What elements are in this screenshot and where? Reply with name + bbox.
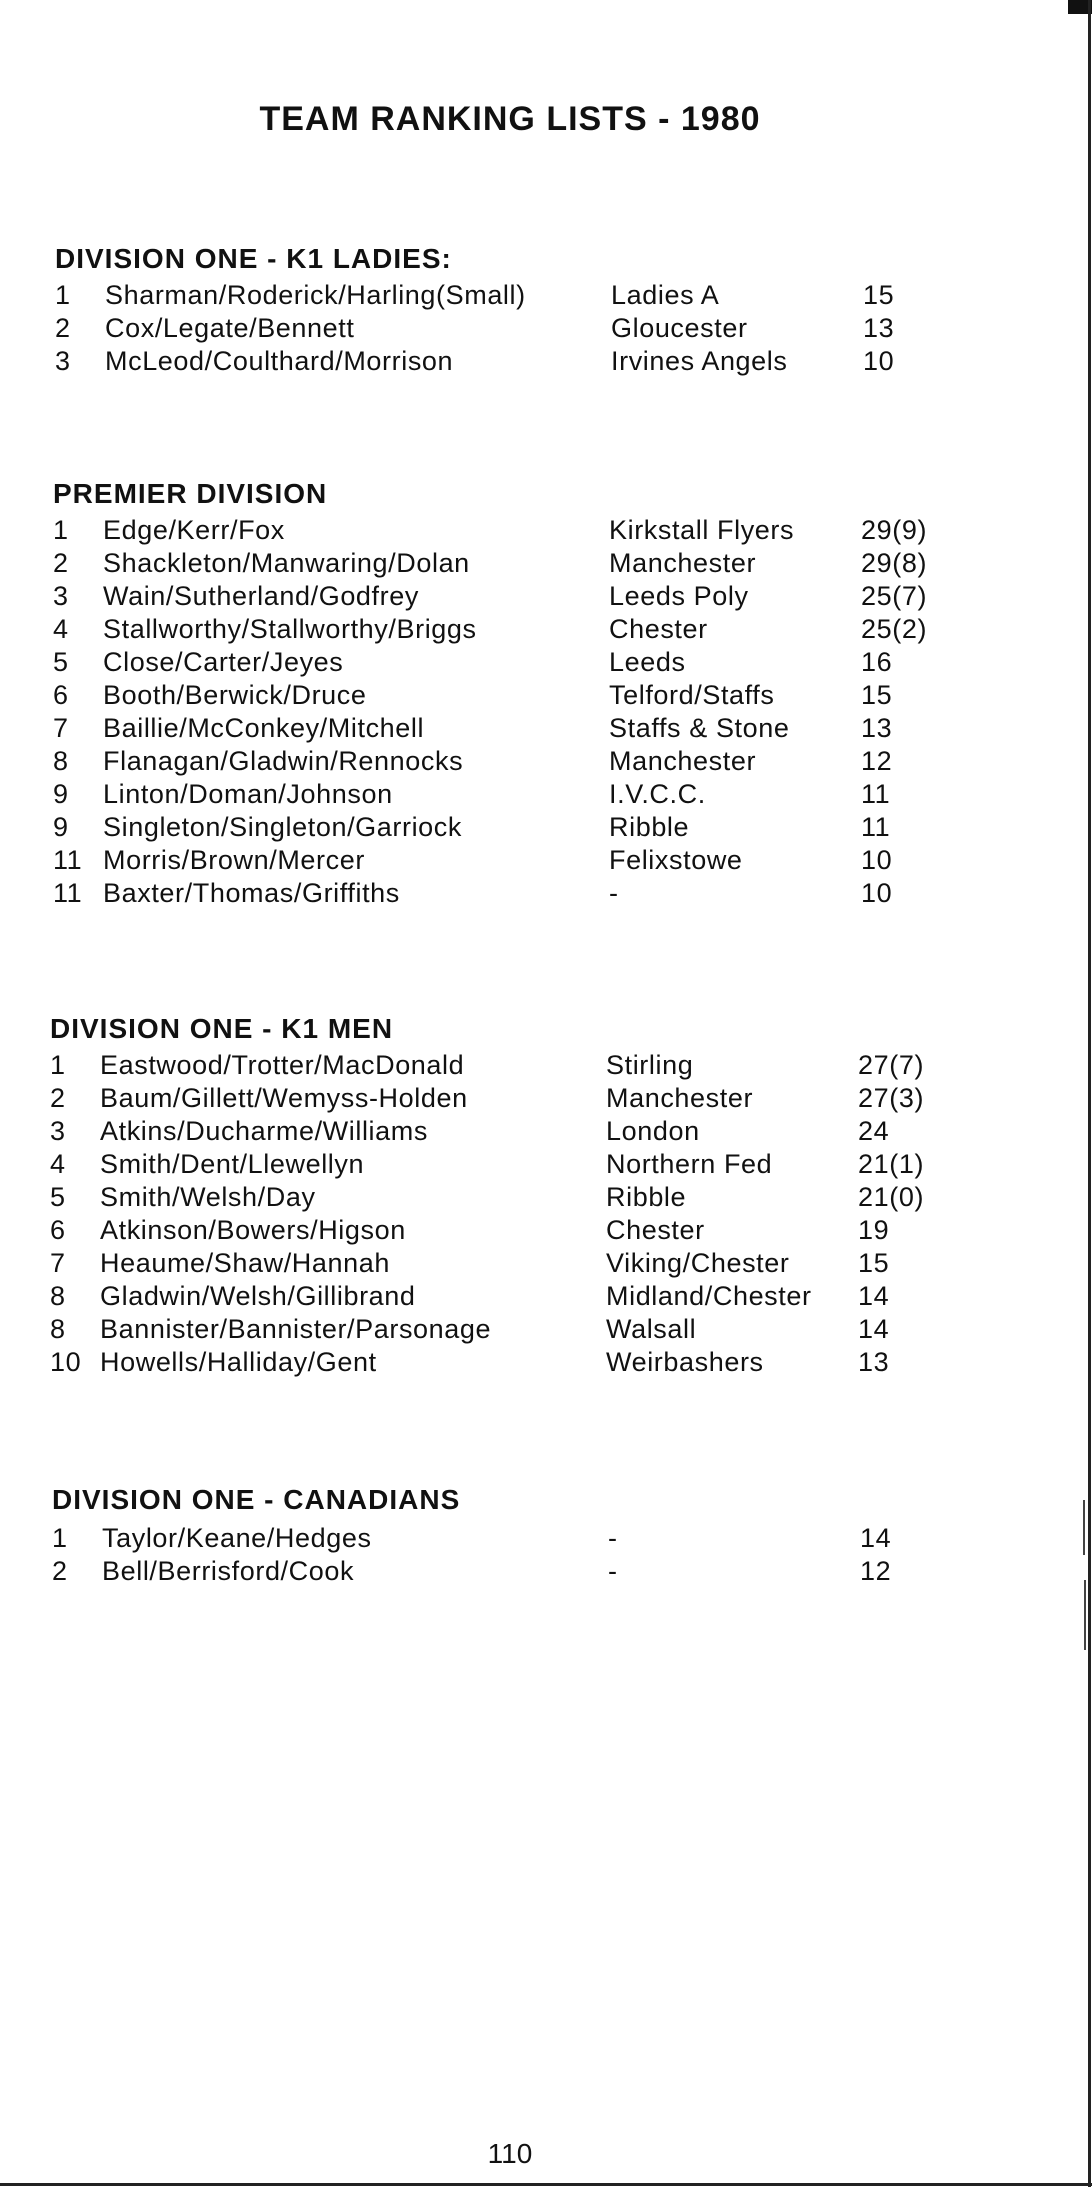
score-cell: 25(2) xyxy=(861,614,928,644)
page-right-edge xyxy=(1088,0,1091,2187)
team-names-cell: Flanagan/Gladwin/Rennocks xyxy=(103,746,464,776)
table-row xyxy=(55,345,1000,378)
rank-cell: 8 xyxy=(50,1314,66,1344)
score-cell: 11 xyxy=(861,779,891,809)
club-cell: Ribble xyxy=(609,812,690,842)
rank-cell: 9 xyxy=(53,779,69,809)
club-cell: Telford/Staffs xyxy=(609,680,775,710)
club-cell: Midland/Chester xyxy=(606,1281,812,1311)
table-row xyxy=(53,811,1000,844)
rank-cell: 5 xyxy=(50,1182,66,1212)
table-row xyxy=(52,1555,1000,1588)
club-cell: Staffs & Stone xyxy=(609,713,790,743)
score-cell: 13 xyxy=(863,313,895,343)
club-cell: - xyxy=(609,878,619,908)
team-names-cell: Smith/Welsh/Day xyxy=(100,1182,316,1212)
table-row xyxy=(53,745,1000,778)
rank-cell: 7 xyxy=(50,1248,66,1278)
table-row xyxy=(50,1082,1000,1115)
club-cell: Chester xyxy=(606,1215,705,1245)
score-cell: 19 xyxy=(858,1215,890,1245)
team-names-cell: Booth/Berwick/Druce xyxy=(103,680,367,710)
section-heading: DIVISION ONE - CANADIANS xyxy=(52,1484,461,1515)
score-cell: 14 xyxy=(860,1523,892,1553)
club-cell: Viking/Chester xyxy=(606,1248,790,1278)
score-cell: 11 xyxy=(861,812,891,842)
club-cell: Chester xyxy=(609,614,708,644)
rank-cell: 8 xyxy=(50,1281,66,1311)
club-cell: Ladies A xyxy=(611,280,720,310)
table-row xyxy=(53,646,1000,679)
club-cell: Gloucester xyxy=(611,313,748,343)
rank-cell: 9 xyxy=(53,812,69,842)
club-cell: Manchester xyxy=(609,746,757,776)
rank-cell: 3 xyxy=(55,346,71,376)
team-names-cell: Eastwood/Trotter/MacDonald xyxy=(100,1050,465,1080)
club-cell: Felixstowe xyxy=(609,845,743,875)
score-cell: 12 xyxy=(861,746,893,776)
score-cell: 16 xyxy=(861,647,893,677)
club-cell: Leeds xyxy=(609,647,686,677)
team-names-cell: Atkins/Ducharme/Williams xyxy=(100,1116,428,1146)
team-names-cell: Cox/Legate/Bennett xyxy=(105,313,355,343)
rank-cell: 7 xyxy=(53,713,69,743)
team-names-cell: Taylor/Keane/Hedges xyxy=(102,1523,372,1553)
team-names-cell: Gladwin/Welsh/Gillibrand xyxy=(100,1281,416,1311)
rank-cell: 4 xyxy=(53,614,69,644)
rank-cell: 11 xyxy=(53,845,83,875)
rank-cell: 1 xyxy=(50,1050,66,1080)
rank-cell: 8 xyxy=(53,746,69,776)
table-row xyxy=(50,1115,1000,1148)
rank-cell: 2 xyxy=(55,313,71,343)
club-cell: London xyxy=(606,1116,700,1146)
team-names-cell: Stallworthy/Stallworthy/Briggs xyxy=(103,614,477,644)
team-names-cell: Baillie/McConkey/Mitchell xyxy=(103,713,425,743)
table-row xyxy=(50,1313,1000,1346)
team-names-cell: Howells/Halliday/Gent xyxy=(100,1347,377,1377)
rank-cell: 6 xyxy=(50,1215,66,1245)
rank-cell: 4 xyxy=(50,1149,66,1179)
scan-artifact xyxy=(1083,1500,1085,1555)
rank-cell: 2 xyxy=(52,1556,68,1586)
score-cell: 15 xyxy=(858,1248,890,1278)
rank-cell: 3 xyxy=(53,581,69,611)
team-names-cell: Bannister/Bannister/Parsonage xyxy=(100,1314,492,1344)
team-names-cell: Singleton/Singleton/Garriock xyxy=(103,812,462,842)
club-cell: - xyxy=(608,1556,618,1586)
table-row xyxy=(55,279,1000,312)
club-cell: Irvines Angels xyxy=(611,346,788,376)
table-row xyxy=(53,712,1000,745)
rank-cell: 5 xyxy=(53,647,69,677)
club-cell: Manchester xyxy=(609,548,757,578)
table-row xyxy=(53,514,1000,547)
club-cell: Northern Fed xyxy=(606,1149,773,1179)
rank-cell: 1 xyxy=(53,515,69,545)
score-cell: 25(7) xyxy=(861,581,928,611)
score-cell: 10 xyxy=(863,346,895,376)
score-cell: 27(7) xyxy=(858,1050,925,1080)
page-number: 110 xyxy=(487,2138,533,2169)
table-row xyxy=(53,613,1000,646)
table-row xyxy=(53,877,1000,910)
team-names-cell: Morris/Brown/Mercer xyxy=(103,845,365,875)
club-cell: - xyxy=(608,1523,618,1553)
table-row xyxy=(53,778,1000,811)
club-cell: Kirkstall Flyers xyxy=(609,515,795,545)
team-names-cell: Linton/Doman/Johnson xyxy=(103,779,393,809)
score-cell: 21(0) xyxy=(858,1182,925,1212)
table-row xyxy=(53,844,1000,877)
team-names-cell: Close/Carter/Jeyes xyxy=(103,647,344,677)
section-heading: PREMIER DIVISION xyxy=(53,478,328,509)
rank-cell: 1 xyxy=(55,280,71,310)
team-names-cell: Sharman/Roderick/Harling(Small) xyxy=(105,280,526,310)
club-cell: Manchester xyxy=(606,1083,754,1113)
score-cell: 29(8) xyxy=(861,548,928,578)
team-names-cell: Heaume/Shaw/Hannah xyxy=(100,1248,390,1278)
table-row xyxy=(53,580,1000,613)
club-cell: Walsall xyxy=(606,1314,697,1344)
team-names-cell: Baum/Gillett/Wemyss-Holden xyxy=(100,1083,468,1113)
score-cell: 12 xyxy=(860,1556,892,1586)
rank-cell: 11 xyxy=(53,878,83,908)
club-cell: Ribble xyxy=(606,1182,687,1212)
score-cell: 13 xyxy=(858,1347,890,1377)
rank-cell: 3 xyxy=(50,1116,66,1146)
score-cell: 14 xyxy=(858,1314,890,1344)
score-cell: 29(9) xyxy=(861,515,928,545)
table-row xyxy=(50,1214,1000,1247)
score-cell: 15 xyxy=(863,280,895,310)
team-names-cell: Wain/Sutherland/Godfrey xyxy=(103,581,419,611)
page-title: TEAM RANKING LISTS - 1980 xyxy=(259,100,761,138)
club-cell: Weirbashers xyxy=(606,1347,764,1377)
rank-cell: 1 xyxy=(52,1523,68,1553)
score-cell: 14 xyxy=(858,1281,890,1311)
score-cell: 13 xyxy=(861,713,893,743)
score-cell: 27(3) xyxy=(858,1083,925,1113)
table-row xyxy=(50,1247,1000,1280)
table-row xyxy=(55,312,1000,345)
table-row xyxy=(50,1181,1000,1214)
table-row xyxy=(50,1346,1000,1379)
rank-cell: 2 xyxy=(50,1083,66,1113)
club-cell: Stirling xyxy=(606,1050,694,1080)
team-names-cell: Smith/Dent/Llewellyn xyxy=(100,1149,365,1179)
table-row xyxy=(53,679,1000,712)
table-row xyxy=(50,1148,1000,1181)
club-cell: Leeds Poly xyxy=(609,581,749,611)
table-row xyxy=(50,1280,1000,1313)
score-cell: 10 xyxy=(861,878,893,908)
score-cell: 10 xyxy=(861,845,893,875)
table-row xyxy=(50,1049,1000,1082)
team-names-cell: McLeod/Coulthard/Morrison xyxy=(105,346,454,376)
team-names-cell: Edge/Kerr/Fox xyxy=(103,515,285,545)
scan-artifact xyxy=(1084,1580,1086,1650)
team-names-cell: Shackleton/Manwaring/Dolan xyxy=(103,548,470,578)
rank-cell: 2 xyxy=(53,548,69,578)
rank-cell: 6 xyxy=(53,680,69,710)
table-row xyxy=(52,1522,1000,1555)
team-names-cell: Baxter/Thomas/Griffiths xyxy=(103,878,400,908)
section-heading: DIVISION ONE - K1 MEN xyxy=(50,1013,394,1044)
rank-cell: 10 xyxy=(50,1347,82,1377)
score-cell: 24 xyxy=(858,1116,890,1146)
club-cell: I.V.C.C. xyxy=(609,779,706,809)
team-names-cell: Bell/Berrisford/Cook xyxy=(102,1556,355,1586)
score-cell: 21(1) xyxy=(858,1149,925,1179)
section-heading: DIVISION ONE - K1 LADIES: xyxy=(55,243,452,274)
team-names-cell: Atkinson/Bowers/Higson xyxy=(100,1215,406,1245)
score-cell: 15 xyxy=(861,680,893,710)
table-row xyxy=(53,547,1000,580)
page-bottom-edge xyxy=(0,2183,1092,2186)
